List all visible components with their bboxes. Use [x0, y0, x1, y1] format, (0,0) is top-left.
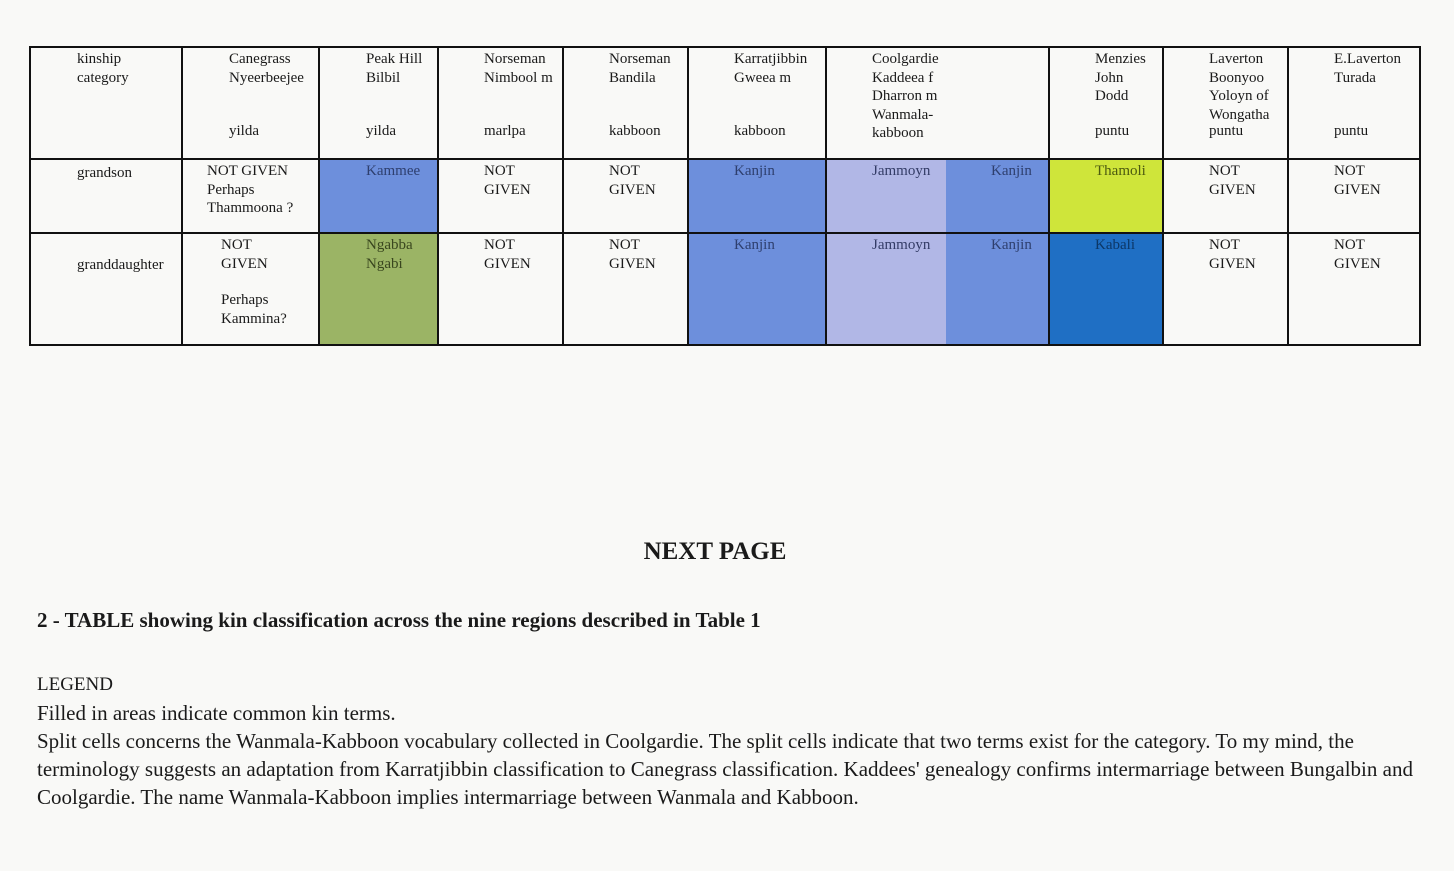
- table-cell: [1163, 159, 1288, 233]
- cell-value: Ngabba Ngabi: [366, 237, 413, 272]
- table-cell: [182, 233, 319, 345]
- legend-paragraph: Split cells concerns the Wanmala-Kabboon vocabulary collected in Coolgardie. The split cells indicate that two terms exist for the category. To my mind, the terminology suggests an adaptation from Karratjibbin classification to Canegrass classification. Kaddees' genealogy confirms intermarriage between Bungalbin and Coolgardie. The name Wanmala-Kabboon implies intermarriage between Wanmala and Kabboon.: [37, 729, 1413, 809]
- cell-value: Kanjin: [734, 163, 775, 179]
- table-cell-split: [826, 159, 946, 233]
- header-language: puntu: [1334, 123, 1369, 139]
- cell-value: Jammoyn: [872, 237, 931, 253]
- table-cell-filled: [688, 233, 826, 345]
- row-category-cell: [30, 233, 182, 345]
- cell-value: Kammee: [366, 163, 421, 179]
- cell-value: NOT GIVEN: [221, 237, 268, 272]
- cell-note: Perhaps Kammina?: [221, 292, 287, 327]
- table-row: [30, 233, 1420, 345]
- header-cell: [688, 47, 826, 159]
- kin-table: [29, 46, 1421, 346]
- cell-value: NOT GIVEN: [609, 237, 656, 272]
- next-page-heading: NEXT PAGE: [643, 538, 787, 565]
- row-category: granddaughter: [77, 257, 164, 273]
- cell-value: NOT GIVEN: [484, 163, 531, 198]
- header-cell: [438, 47, 563, 159]
- row-category: grandson: [77, 165, 132, 181]
- header-kinship: kinship category: [77, 51, 129, 86]
- header-language: puntu: [1209, 123, 1244, 139]
- cell-value: Kanjin: [991, 163, 1032, 179]
- header-region: Canegrass Nyeerbeejee: [229, 51, 304, 86]
- cell-value: Kanjin: [991, 237, 1032, 253]
- legend-body: [37, 699, 1417, 811]
- header-region: Coolgardie Kaddeea f Dharron m Wanmala-kabboon: [872, 51, 939, 141]
- row-category-cell: [30, 159, 182, 233]
- table-cell: [563, 159, 688, 233]
- cell-value: Kanjin: [734, 237, 775, 253]
- header-language: yilda: [366, 123, 396, 139]
- header-language: yilda: [229, 123, 259, 139]
- table-cell: [563, 233, 688, 345]
- cell-value: NOT GIVEN: [207, 163, 288, 179]
- header-region: Norseman Bandila: [609, 51, 671, 86]
- legend-title: LEGEND: [37, 674, 113, 695]
- table-header-row: [30, 47, 1420, 159]
- header-cell: [182, 47, 319, 159]
- table-cell: [438, 233, 563, 345]
- header-cell: [1288, 47, 1420, 159]
- header-region: Karratjibbin Gweea m: [734, 51, 808, 86]
- table-cell: [1288, 159, 1420, 233]
- table-cell: [182, 159, 319, 233]
- header-language: kabboon: [734, 123, 786, 139]
- header-region: Laverton Boonyoo Yoloyn of Wongatha: [1209, 51, 1270, 123]
- table-cell-filled: [1049, 233, 1163, 345]
- table-cell: [1163, 233, 1288, 345]
- header-region: Norseman Nimbool m: [484, 51, 553, 86]
- header-kinship-cell: [30, 47, 182, 159]
- table-cell-filled: [688, 159, 826, 233]
- header-language: kabboon: [609, 123, 661, 139]
- table-cell-filled: [1049, 159, 1163, 233]
- cell-value: NOT GIVEN: [1209, 237, 1256, 272]
- table-cell: [1288, 233, 1420, 345]
- table-cell-split: [826, 233, 946, 345]
- cell-value: NOT GIVEN: [1209, 163, 1256, 198]
- table-cell-filled: [319, 159, 438, 233]
- header-cell: [319, 47, 438, 159]
- table-caption: 2 - TABLE showing kin classification across the nine regions described in Table 1: [37, 608, 761, 632]
- header-cell: [563, 47, 688, 159]
- header-region: E.Laverton Turada: [1334, 51, 1402, 86]
- cell-value: Thamoli: [1095, 163, 1146, 179]
- header-cell: [826, 47, 1049, 159]
- cell-value: NOT GIVEN: [1334, 237, 1381, 272]
- header-region: Peak Hill Bilbil: [366, 51, 423, 86]
- table-row: [30, 159, 1420, 233]
- header-cell: [1163, 47, 1288, 159]
- table-cell-filled: [319, 233, 438, 345]
- cell-value: NOT GIVEN: [1334, 163, 1381, 198]
- table-cell: [438, 159, 563, 233]
- cell-value: NOT GIVEN: [484, 237, 531, 272]
- header-cell: [1049, 47, 1163, 159]
- header-region: Menzies John Dodd: [1095, 51, 1146, 104]
- cell-value: Kabali: [1095, 237, 1135, 253]
- table-cell-split: [946, 159, 1049, 233]
- cell-value: NOT GIVEN: [609, 163, 656, 198]
- legend-line: Filled in areas indicate common kin terms.: [37, 701, 396, 725]
- header-language: puntu: [1095, 123, 1130, 139]
- header-language: marlpa: [484, 123, 526, 139]
- table-cell-split: [946, 233, 1049, 345]
- cell-note: Perhaps Thammoona ?: [207, 181, 294, 216]
- cell-value: Jammoyn: [872, 163, 931, 179]
